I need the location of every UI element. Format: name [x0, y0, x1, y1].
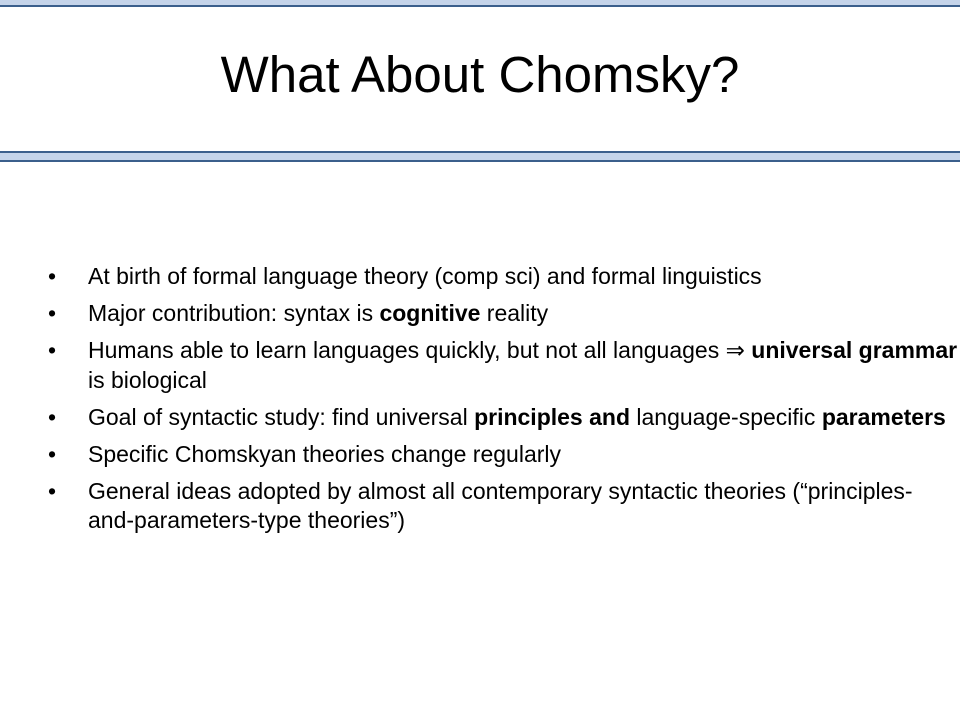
bullet-marker: • — [48, 300, 57, 326]
emphasis-text: cognitive — [379, 300, 481, 326]
bullet-item — [48, 403, 958, 432]
bullet-item — [48, 336, 958, 395]
slide-title: What About Chomsky? — [220, 46, 740, 103]
bullet-marker: • — [48, 337, 57, 363]
top-decorative-bar — [0, 0, 960, 7]
bullet-marker: • — [48, 404, 57, 430]
bullet-text: Humans able to learn languages quickly, but not all languages — [88, 337, 726, 363]
bullet-text: Specific Chomskyan theories change regularly — [88, 441, 562, 467]
bullet-text: General ideas adopted by almost all contemporary syntactic theories (“principles-and-parameters-type theories”) — [88, 478, 913, 533]
bullet-marker: • — [48, 263, 57, 289]
bullet-item — [48, 477, 958, 535]
bullet-text: Major contribution: syntax is — [88, 300, 380, 326]
bullet-list — [48, 262, 958, 543]
bullet-marker: • — [48, 478, 57, 504]
implies-arrow-icon: ⇒ — [725, 338, 745, 364]
bullet-text: Goal of syntactic study: find universal — [88, 404, 475, 430]
bullet-text: reality — [480, 300, 549, 326]
bullet-text: language-specific — [630, 404, 822, 430]
bullet-text: is biological — [88, 367, 207, 393]
bullet-item — [48, 262, 958, 291]
emphasis-text: parameters — [821, 404, 946, 430]
emphasis-text: universal grammar — [751, 337, 958, 363]
bullet-item — [48, 440, 958, 469]
title-underline-bar — [0, 151, 960, 162]
bullet-text: At birth of formal language theory (comp sci) and formal linguistics — [88, 263, 762, 289]
emphasis-text: principles and — [474, 404, 631, 430]
bullet-marker: • — [48, 441, 57, 467]
bullet-item — [48, 299, 958, 328]
